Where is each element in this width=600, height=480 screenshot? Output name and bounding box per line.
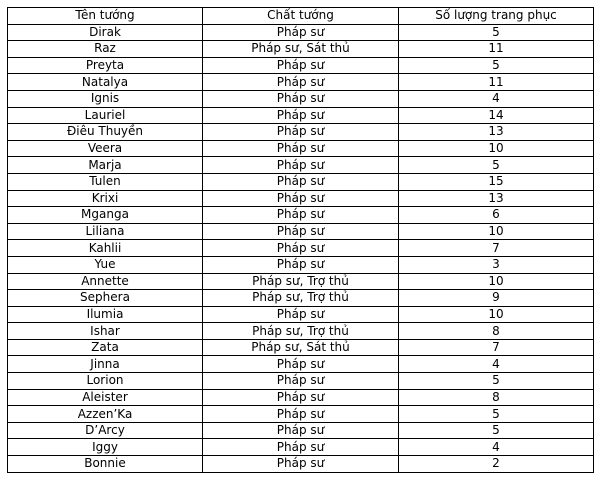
cell-hero-name: Azzen’Ka: [8, 406, 203, 423]
cell-hero-class: Pháp sư: [203, 124, 399, 141]
table-header: [8, 8, 594, 25]
cell-hero-name: Marja: [8, 157, 203, 174]
cell-skin-count: 5: [399, 422, 594, 439]
cell-hero-name: Jinna: [8, 356, 203, 373]
table-row: [8, 57, 594, 74]
cell-hero-class: Pháp sư, Trợ thủ: [203, 323, 399, 340]
cell-skin-count: 11: [399, 41, 594, 58]
table-row: [8, 107, 594, 124]
table-row: [8, 41, 594, 58]
table-row: [8, 190, 594, 207]
header-hero-name: Tên tướng: [8, 8, 203, 25]
cell-hero-name: Liliana: [8, 223, 203, 240]
cell-skin-count: 13: [399, 190, 594, 207]
cell-hero-class: Pháp sư: [203, 389, 399, 406]
table-row: [8, 140, 594, 157]
table-row: [8, 173, 594, 190]
cell-hero-class: Pháp sư, Sát thủ: [203, 41, 399, 58]
cell-hero-class: Pháp sư, Trợ thủ: [203, 290, 399, 307]
cell-skin-count: 8: [399, 323, 594, 340]
cell-hero-name: Sephera: [8, 290, 203, 307]
cell-hero-class: Pháp sư, Sát thủ: [203, 339, 399, 356]
cell-skin-count: 5: [399, 373, 594, 390]
cell-skin-count: 10: [399, 273, 594, 290]
cell-skin-count: 4: [399, 90, 594, 107]
cell-hero-class: Pháp sư: [203, 173, 399, 190]
table-body: [8, 24, 594, 472]
cell-hero-class: Pháp sư: [203, 74, 399, 91]
cell-skin-count: 10: [399, 140, 594, 157]
cell-hero-name: Iggy: [8, 439, 203, 456]
table-row: [8, 24, 594, 41]
table-row: [8, 422, 594, 439]
cell-hero-name: Aleister: [8, 389, 203, 406]
cell-hero-class: Pháp sư: [203, 157, 399, 174]
table-row: [8, 273, 594, 290]
cell-hero-name: D’Arcy: [8, 422, 203, 439]
table-row: [8, 223, 594, 240]
cell-skin-count: 5: [399, 24, 594, 41]
table-row: [8, 90, 594, 107]
cell-hero-class: Pháp sư: [203, 90, 399, 107]
table-container: [7, 7, 594, 473]
table-row: [8, 256, 594, 273]
table-row: [8, 373, 594, 390]
table-row: [8, 389, 594, 406]
table-row: [8, 74, 594, 91]
table-row: [8, 456, 594, 473]
table-row: [8, 339, 594, 356]
cell-hero-class: Pháp sư: [203, 439, 399, 456]
cell-hero-name: Bonnie: [8, 456, 203, 473]
cell-skin-count: 5: [399, 57, 594, 74]
table-row: [8, 240, 594, 257]
cell-skin-count: 10: [399, 223, 594, 240]
table-row: [8, 306, 594, 323]
table-row: [8, 124, 594, 141]
cell-hero-name: Krixi: [8, 190, 203, 207]
cell-hero-name: Kahlii: [8, 240, 203, 257]
cell-hero-class: Pháp sư: [203, 306, 399, 323]
cell-hero-class: Pháp sư: [203, 406, 399, 423]
cell-hero-name: Natalya: [8, 74, 203, 91]
cell-hero-class: Pháp sư: [203, 422, 399, 439]
cell-hero-name: Zata: [8, 339, 203, 356]
cell-skin-count: 8: [399, 389, 594, 406]
cell-hero-class: Pháp sư: [203, 207, 399, 224]
cell-skin-count: 10: [399, 306, 594, 323]
cell-skin-count: 7: [399, 240, 594, 257]
header-skin-count: Số lượng trang phục: [399, 8, 594, 25]
cell-skin-count: 15: [399, 173, 594, 190]
header-hero-class: Chất tướng: [203, 8, 399, 25]
cell-hero-class: Pháp sư: [203, 223, 399, 240]
cell-hero-class: Pháp sư: [203, 356, 399, 373]
cell-hero-class: Pháp sư: [203, 373, 399, 390]
cell-hero-name: Ilumia: [8, 306, 203, 323]
cell-skin-count: 5: [399, 157, 594, 174]
cell-hero-class: Pháp sư: [203, 456, 399, 473]
cell-hero-class: Pháp sư: [203, 107, 399, 124]
cell-hero-name: Preyta: [8, 57, 203, 74]
cell-hero-name: Annette: [8, 273, 203, 290]
table-row: [8, 439, 594, 456]
cell-hero-name: Điêu Thuyền: [8, 124, 203, 141]
cell-hero-name: Tulen: [8, 173, 203, 190]
cell-hero-class: Pháp sư, Trợ thủ: [203, 273, 399, 290]
cell-hero-name: Ignis: [8, 90, 203, 107]
heroes-table: [7, 7, 594, 473]
cell-skin-count: 13: [399, 124, 594, 141]
cell-skin-count: 11: [399, 74, 594, 91]
cell-skin-count: 5: [399, 406, 594, 423]
cell-skin-count: 9: [399, 290, 594, 307]
cell-hero-name: Raz: [8, 41, 203, 58]
cell-hero-class: Pháp sư: [203, 57, 399, 74]
table-row: [8, 207, 594, 224]
table-row: [8, 290, 594, 307]
cell-hero-class: Pháp sư: [203, 24, 399, 41]
cell-hero-name: Ishar: [8, 323, 203, 340]
cell-hero-name: Mganga: [8, 207, 203, 224]
cell-hero-name: Dirak: [8, 24, 203, 41]
cell-skin-count: 7: [399, 339, 594, 356]
cell-hero-name: Lauriel: [8, 107, 203, 124]
cell-skin-count: 4: [399, 439, 594, 456]
table-row: [8, 356, 594, 373]
cell-skin-count: 2: [399, 456, 594, 473]
cell-skin-count: 4: [399, 356, 594, 373]
cell-hero-name: Lorion: [8, 373, 203, 390]
cell-skin-count: 3: [399, 256, 594, 273]
table-row: [8, 406, 594, 423]
cell-hero-class: Pháp sư: [203, 256, 399, 273]
header-row: [8, 8, 594, 25]
table-row: [8, 157, 594, 174]
cell-skin-count: 14: [399, 107, 594, 124]
cell-hero-name: Veera: [8, 140, 203, 157]
cell-skin-count: 6: [399, 207, 594, 224]
cell-hero-class: Pháp sư: [203, 240, 399, 257]
cell-hero-class: Pháp sư: [203, 140, 399, 157]
cell-hero-class: Pháp sư: [203, 190, 399, 207]
cell-hero-name: Yue: [8, 256, 203, 273]
table-row: [8, 323, 594, 340]
